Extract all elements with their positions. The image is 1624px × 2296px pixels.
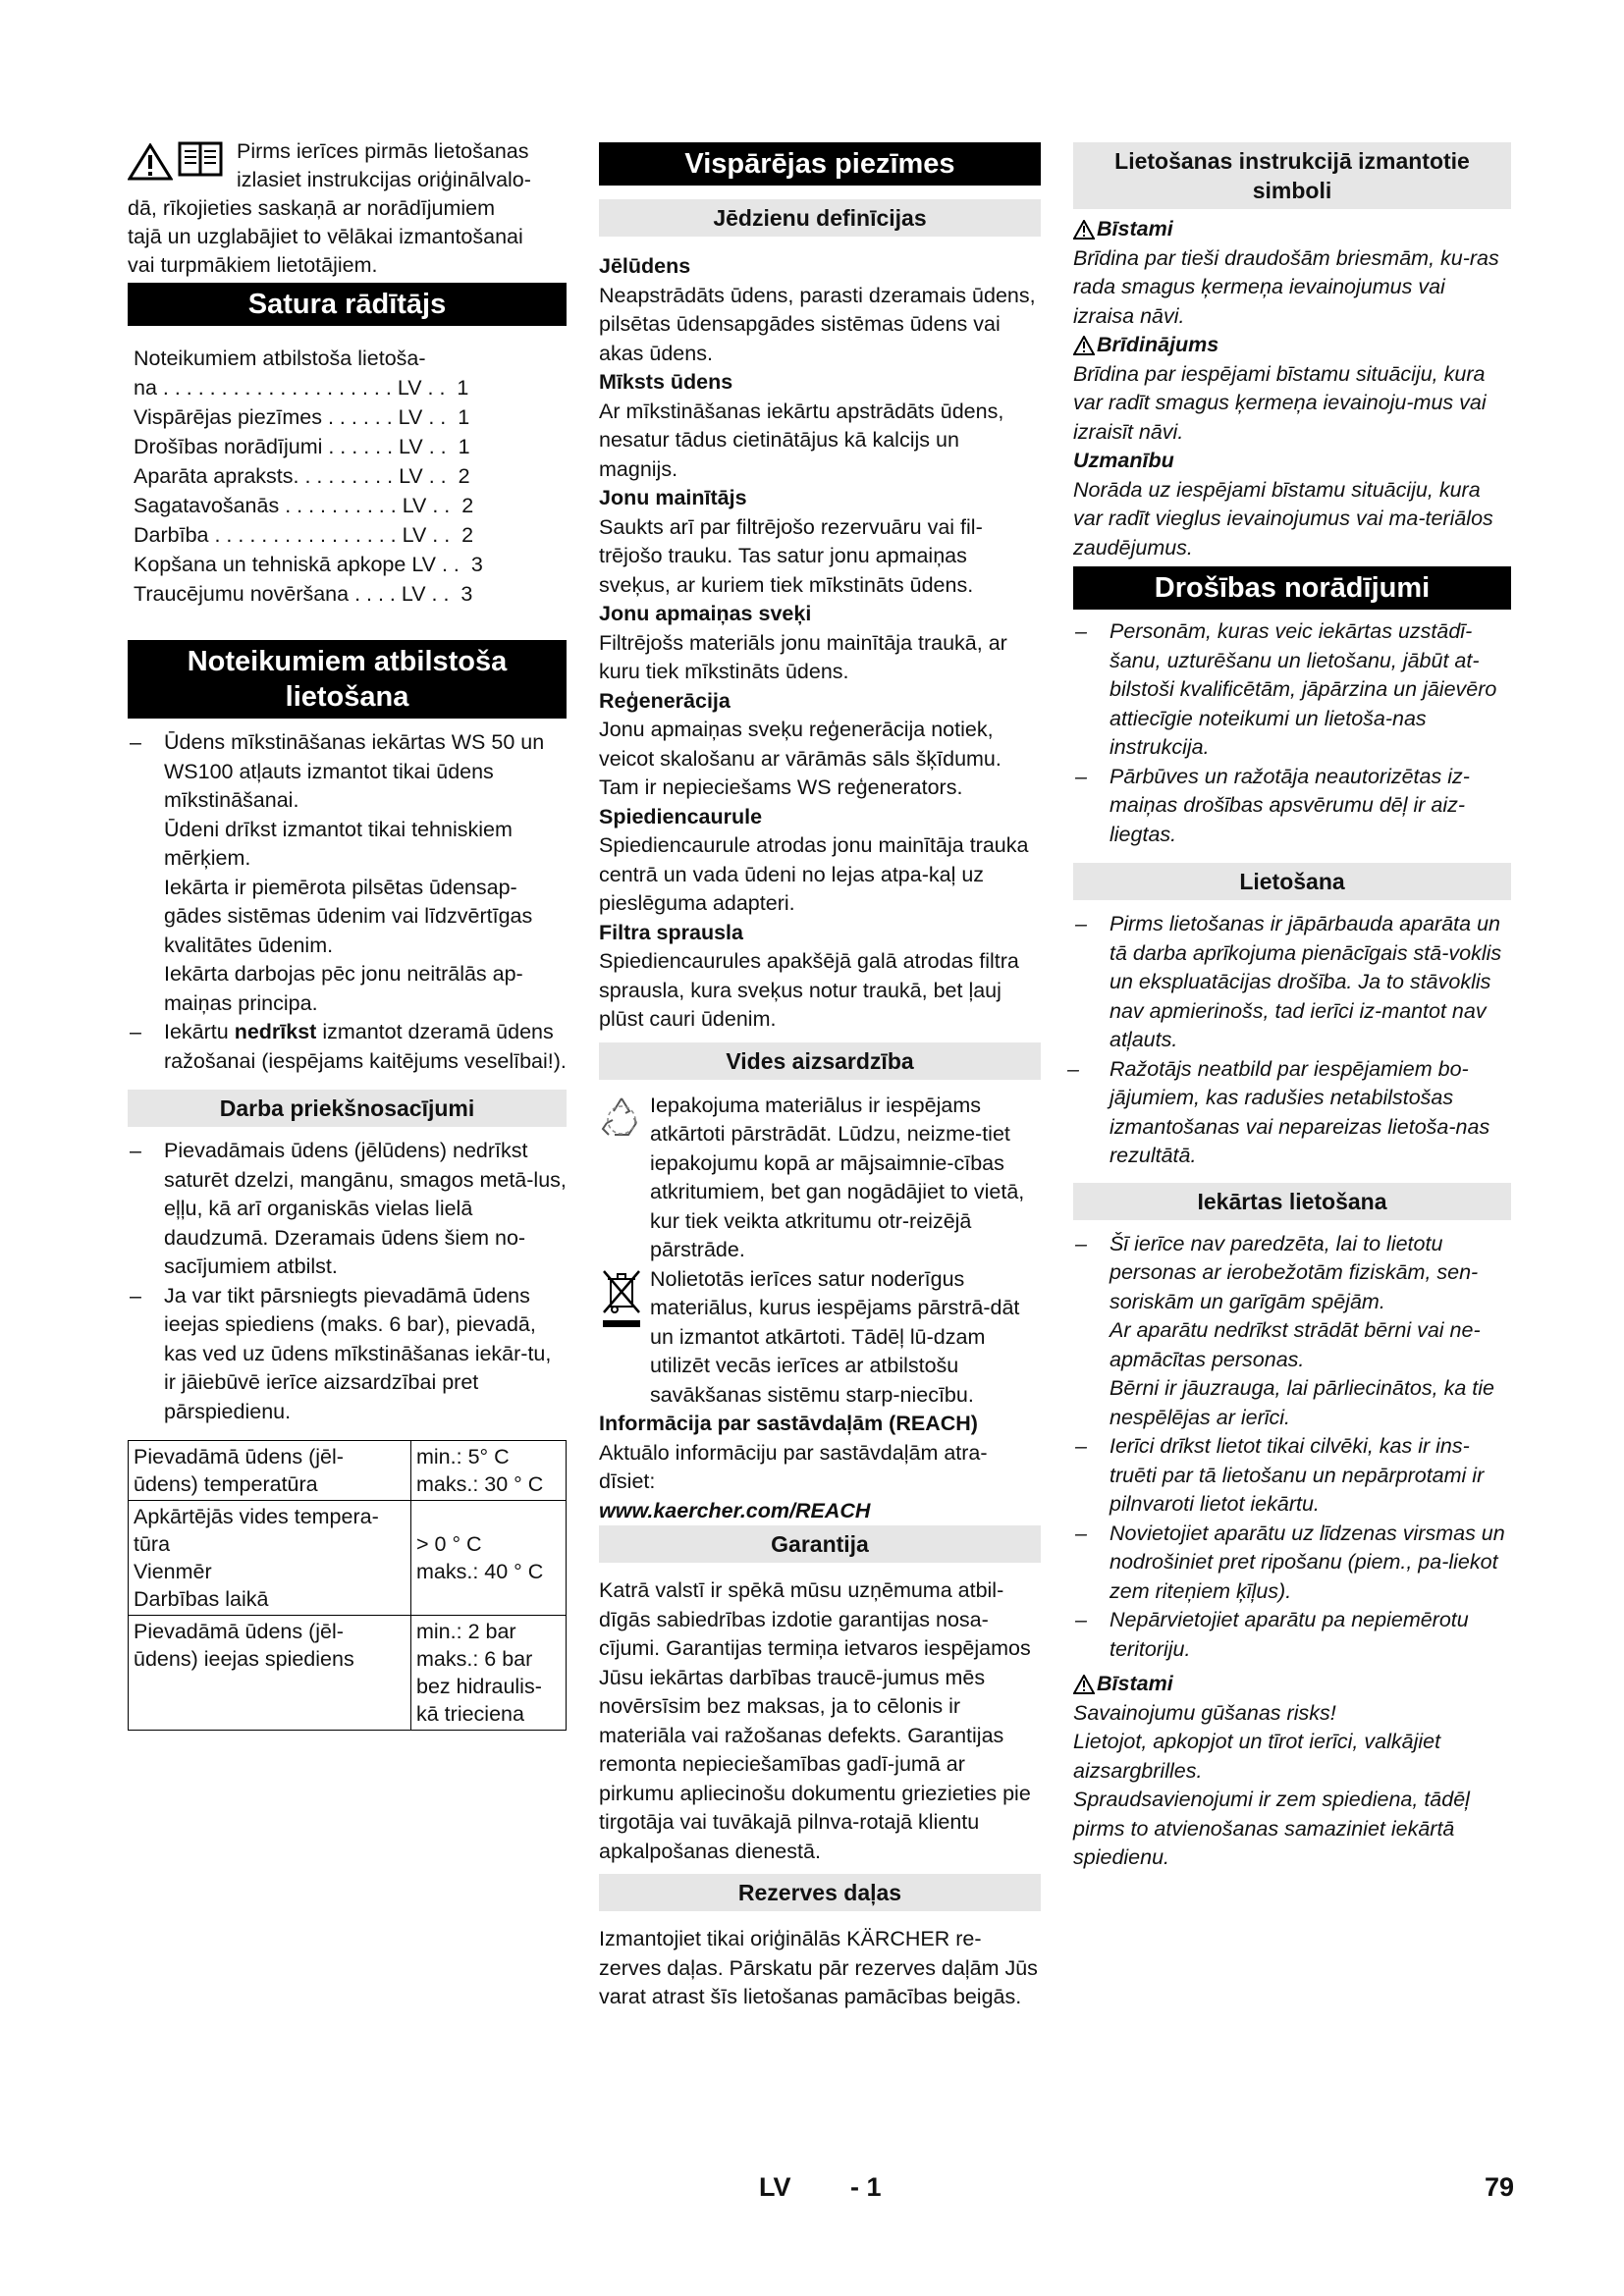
safety-title: Drošības norādījumi [1073,566,1511,610]
list-item: – Novietojiet aparātu uz līdzenas virsmas un nodrošiniet pret ripošanu (piem., pa-liekot zem riteņiem ķīļus). [1075,1521,1505,1603]
reach-text: Aktuālo informāciju par sastāvdaļām atra-dīsiet: [599,1440,988,1493]
symbol-description: Norāda uz iespējami bīstamu situāciju, kura var radīt vieglus ievainojumus vai ma-teriālos zaudējumus. [1073,477,1493,560]
paragraph: Iekārta darbojas pēc jonu neitrālās ap-maiņas principa. [164,962,523,1015]
intro-line-3: dā, rīkojieties saskaņā ar norādījumiem [128,196,496,220]
list-item: – Iekārtu nedrīkst izmantot dzeramā ūdens ražošanai (iespējams kaitējums veselībai!). [130,1020,567,1073]
danger-text: Savainojumu gūšanas risks! [1073,1700,1336,1725]
recycle-icon [599,1094,644,1139]
list-item: – Ūdens mīkstināšanas iekārtas WS 50 un WS100 atļauts izmantot tikai ūdens mīkstināšanai. [130,730,545,812]
table-row: Apkārtējās vides tempera- tūra Vienmēr Darbības laikā > 0 ° C maks.: 40 ° C [129,1501,567,1616]
prereq-section [128,1137,567,1426]
toc-row[interactable]: Noteikumiem atbilstoša lietoša- [134,347,426,370]
footer-section-page: - 1 [850,2172,882,2202]
safety-list [1073,617,1511,849]
definition: Spiediencaurule Spiediencaurule atrodas jonu mainītāja trauka centrā un vada ūdeni no lejas atpa-kaļ uz pieslēguma adapteri. [599,804,1029,915]
usage-section [128,728,567,1076]
list-item: – Pievadāmais ūdens (jēlūdens) nedrīkst saturēt dzelzi, mangānu, smagos metā-lus, eļļu, kā arī organiskās vielas lielā daudzumā. Dzeramais ūdens šiem no-sacījumiem atbilst. [130,1139,567,1278]
definition: Mīksts ūdens Ar mīkstināšanas iekārtu apstrādāts ūdens, nesatur tādus cietinātājus kā kalcijs un magnijs. [599,370,1004,481]
list-item: – Nepārvietojiet aparātu pa nepiemērotu teritoriju. [1075,1608,1469,1661]
danger-heading: Bīstami [1073,1670,1511,1699]
intro-line-5: vai turpmākiem lietotājiem. [128,253,378,277]
intro-line-1: Pirms ierīces pirmās lietošanas [237,139,529,163]
requirements-table [128,1440,567,1731]
prereq-title: Darba priekšnosacījumi [128,1090,567,1127]
toc-row[interactable]: Kopšana un tehniskā apkope LV . . 3 [134,553,483,576]
danger-heading: Bīstami [1073,215,1511,244]
toc-title: Satura rādītājs [128,283,567,326]
list-item: – Ierīci drīkst lietot tikai cilvēki, kas ir ins-truēti par tā lietošanu un nepārprotami ir pilnvaroti lietot iekārtu. [1075,1434,1485,1516]
reach-title: Informācija par sastāvdaļām (REACH) [599,1412,978,1435]
definition: Filtra sprausla Spiediencaurules apakšējā galā atrodas filtra sprausla, kura sveķus notur traukā, bet ļauj plūst cauri ūdenim. [599,920,1019,1031]
column-right [1067,137,1511,1873]
toc-row[interactable]: Drošības norādījumi . . . . . . LV . . 1 [134,435,470,458]
paragraph: Bērni ir jāuzrauga, lai pārliecinātos, ka tie nespēlējas ar ierīci. [1110,1376,1494,1429]
danger-text: Spraudsavienojumi ir zem spiediena, tādēļ pirms to atvienošanas samaziniet iekārtā spiedienu. [1073,1788,1470,1869]
warning-heading: Brīdinājums [1073,331,1511,360]
environment-title: Vides aizsardzība [599,1042,1041,1080]
paragraph: Ūdeni drīkst izmantot tikai tehniskiem mērķiem. [164,817,513,870]
toc-row[interactable]: Traucējumu novēršana . . . . LV . . 3 [134,582,473,606]
column-left [128,137,567,1731]
list-item: – Pārbūves un ražotāja neautorizētas iz-maiņas drošības apsvērumu dēļ ir aiz-liegtas. [1075,764,1470,846]
definition: Jonu mainītājs Saukts arī par filtrējošo rezervuāru vai fil-trējošo trauku. Tas satur jonu apmaiņas sveķus, ar kuriem tiek mīkstināts ūdens. [599,486,983,597]
danger-text: Lietojot, apkopjot un tīrot ierīci, valkājiet aizsargbrilles. [1073,1730,1441,1783]
page-number: 79 [1485,2172,1515,2202]
toc-row[interactable]: Darbība . . . . . . . . . . . . . . . . LV . . 2 [134,523,474,547]
symbol-description: Brīdina par tieši draudošām briesmām, ku-ras rada smagus ķermeņa ievainojumus vai izraisa nāvi. [1073,245,1499,328]
caution-heading: Uzmanību [1073,449,1174,472]
list-item: – Šī ierīce nav paredzēta, lai to lietotu personas ar ierobežotām fiziskām, sen-soriskām un garīgām spējām. [1075,1231,1479,1313]
crossed-bin-icon [599,1267,644,1332]
definition: Jonu apmaiņas sveķi Filtrējošs materiāls jonu mainītāja traukā, ar kuru tiek mīkstināts ūdens. [599,602,1007,683]
warranty-text: Katrā valstī ir spēkā mūsu uzņēmuma atbil-dīgās sabiedrības izdotie garantijas nosa-cījumi. Garantijas termiņa ietvaros iespējamos Jūsu iekārtas darbības traucē-jumus mēs novērsīsim bez maksas, ja to cēlonis ir materiāla vai ražošanas defekts. Garantijas remonta nepieciešamības gadī-jumā ar pirkumu apliecinošu dokumentu griezieties pie tirgotāja vai tuvākajā pilnva-rotajā klientu apkalpošanas dienestā. [599,1578,1031,1863]
symbols-list [1073,215,1511,562]
toc-row[interactable]: Vispārējas piezīmes . . . . . . LV . . 1 [134,405,470,429]
table-row: Pievadāmā ūdens (jēl- ūdens) ieejas spiediens min.: 2 bar maks.: 6 bar bez hidraulis- kā trieciena [129,1616,567,1731]
device-use-list [1073,1230,1511,1665]
definitions-list [599,252,1041,1035]
paragraph: Ar aparātu nedrīkst strādāt bērni vai ne-apmācītas personas. [1110,1318,1481,1371]
column-middle [599,137,1041,2012]
symbol-description: Brīdina par iespējami bīstamu situāciju, kura var radīt smagus ķermeņa ievainoju-mus vai izraisīt nāvi. [1073,361,1487,444]
warning-triangle-icon [1073,220,1095,240]
device-use-title: Iekārtas lietošana [1073,1183,1511,1220]
spare-parts-title: Rezerves daļas [599,1874,1041,1911]
toc-row[interactable]: na . . . . . . . . . . . . . . . . . . . . LV . . 1 [134,376,469,400]
paragraph: Iekārta ir piemērota pilsētas ūdensap-gādes sistēmas ūdenim vai līdzvērtīgas kvalitātes ūdenim. [164,875,533,957]
definition: Jēlūdens Neapstrādāts ūdens, parasti dzeramais ūdens, pilsētas ūdensapgādes sistēmas ūdens vai akas ūdens. [599,254,1036,365]
list-item: – Personām, kuras veic iekārtas uzstādī-šanu, uzturēšanu un lietošanu, jābūt at-bilstoši kvalificētām, jāpārzina un jāievēro attiecīgie noteikumi un lietoša-nas instrukcija. [1075,619,1497,759]
recycling-note: Iepakojuma materiālus ir iespējams atkārtoti pārstrādāt. Lūdzu, neizme-tiet iepakojumu kopā ar mājsaimnie-cības atkritumiem, bet gan nogādājiet to vietā, kur tiek veikta atkritumu otr-reizējā pārstrāde. [599,1092,1041,1265]
list-item: – Pirms lietošanas ir jāpārbauda aparāta un tā darba aprīkojuma pienācīgais stā-voklis un ekspluatācijas drošība. Ja to stāvoklis nav apmierinošs, tad ierīci iz-mantot nav atļauts. [1075,912,1502,1051]
spare-parts-text: Izmantojiet tikai oriģinālās KÄRCHER re-zerves daļas. Pārskatu pār rezerves daļām Jūs varat atrast šīs lietošanas pamācības beigās. [599,1927,1038,2008]
definitions-title: Jēdzienu definīcijas [599,199,1041,237]
table-row: Pievadāmā ūdens (jēl- ūdens) temperatūra min.: 5° C maks.: 30 ° C [129,1441,567,1501]
list-item: – Ražotājs neatbild par iespējamiem bo-jājumiem, kas radušies netabilstošas izmantošanas vai nepareizas lietoša-nas rezultātā. [1067,1056,1490,1167]
intro-line-2: izlasiet instrukcijas oriģinālvalo- [237,168,531,191]
disposal-note: Nolietotās ierīces satur noderīgus materiālus, kurus iespējams pārstrā-dāt un izmantot atkārtoti. Tādēļ lū-dzam utilizēt vecās ierīces ar atbilstošu savākšanas sistēmu starp-niecību. [599,1265,1041,1411]
warning-triangle-icon [1073,1675,1095,1694]
use-list [1067,910,1511,1171]
definition: Reģenerācija Jonu apmaiņas sveķu reģenerācija notiek, veicot skalošanu ar vārāmās sāls šķīdumu. Tam ir nepieciešams WS reģenerators. [599,688,1001,799]
reach-link[interactable]: www.kaercher.com/REACH [599,1498,871,1522]
warning-triangle-icon [1073,336,1095,355]
intro-block [128,137,567,277]
intro-line-4: tajā un uzglabājiet to vēlākai izmantošanai [128,225,523,248]
footer-language: LV [759,2172,791,2202]
toc-row[interactable]: Sagatavošanās . . . . . . . . . . LV . . 2 [134,494,474,517]
manual-book-icon [177,139,224,179]
table-of-contents [128,344,567,609]
symbols-title: Lietošanas instrukcijā izmantotie simboli [1073,142,1511,209]
usage-section-title: Noteikumiem atbilstoša lietošana [128,640,567,719]
list-item: – Ja var tikt pārsniegts pievadāmā ūdens ieejas spiediens (maks. 6 bar), pievadā, kas ved uz ūdens mīkstināšanas iekār-tu, ir jāiebūvē ierīce aizsardzībai pret pārspiedienu. [130,1283,552,1423]
warning-triangle-icon [128,143,173,181]
toc-row[interactable]: Aparāta apraksts . . . . . . . . . LV . . 2 [134,464,470,488]
general-notes-title: Vispārējas piezīmes [599,142,1041,186]
use-title: Lietošana [1073,863,1511,900]
warranty-title: Garantija [599,1525,1041,1563]
